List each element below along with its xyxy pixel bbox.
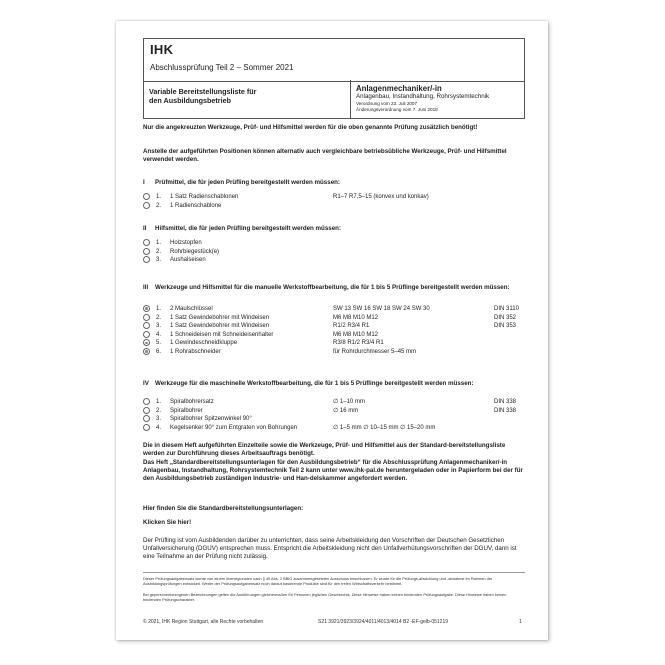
checkbox[interactable] [143, 424, 150, 431]
checkbox[interactable] [143, 193, 150, 200]
list-item [143, 248, 525, 256]
item-number: 1. [156, 399, 162, 405]
list-item [143, 305, 525, 313]
list-item [143, 239, 525, 247]
item-label: 1 Rohrabschneider [170, 349, 221, 355]
list-item [143, 193, 525, 201]
item-label: Spiralbohrersatz [170, 399, 214, 405]
checkbox[interactable] [143, 398, 150, 405]
item-spec: M6 M8 M10 M12 [333, 331, 379, 338]
section-number: I [143, 179, 145, 186]
intro-note-1: Nur die angekreuzten Werkzeuge, Prüf- und Hilfsmittel werden für die oben genannte Prüfung zusätzlich benötigt! [143, 124, 478, 131]
item-label: Rohrbiegestück(e) [170, 248, 220, 255]
checkbox[interactable] [143, 314, 150, 321]
profession-block [356, 84, 521, 113]
section-number: II [143, 225, 147, 232]
footer-copyright: © 2021, IHK Region Stuttgart, alle Rechte vorbehalten [143, 619, 264, 625]
list-item [143, 415, 525, 423]
item-number: 4. [156, 331, 162, 338]
item-spec: für Rohrdurchmesser 5–45 mm [333, 349, 417, 355]
header-subbox [143, 80, 525, 119]
item-label: 1 Schneideisen mit Schneideisenhalter [170, 331, 274, 338]
list-item [143, 256, 525, 264]
item-number: 2. [156, 202, 162, 209]
item-number: 5. [156, 340, 162, 347]
item-number: 1. [156, 194, 162, 200]
item-number: 2. [156, 248, 162, 255]
checkbox[interactable] [143, 348, 150, 355]
checkbox[interactable] [143, 407, 150, 414]
ihk-logo: IHK [150, 42, 174, 57]
checkbox[interactable] [143, 415, 150, 422]
item-din: DIN 338 [494, 407, 517, 414]
download-link[interactable]: Klicken Sie hier! [143, 519, 192, 526]
header-box [143, 38, 525, 82]
item-label: 1 Radienschablone [170, 202, 222, 209]
item-number: 2. [156, 314, 162, 321]
item-number: 1. [156, 306, 162, 312]
item-label: 1 Gewindeschneidkluppe [170, 340, 238, 347]
regulation-date: Verordnung vom 23. Juli 2007 [356, 100, 418, 106]
checkbox[interactable] [143, 331, 150, 338]
profession-specialties: Anlagenbau, Instandhaltung, Rohrsystemtechnik [356, 93, 490, 100]
list-item [143, 331, 525, 339]
item-din: DIN 3110 [494, 306, 519, 312]
document-title: Variable Bereitstellungsliste für den Ausbildungsbetrieb [149, 87, 257, 105]
download-intro: Hier finden Sie die Standardbereitstellungsunterlagen: [143, 505, 304, 512]
item-spec: R1–7 R7,5–15 (konvex und konkav) [333, 194, 429, 200]
item-spec: M6 M8 M10 M12 [333, 314, 379, 321]
checkbox[interactable] [143, 305, 150, 312]
item-label: Kegelsenker 90° zum Entgraten von Bohrungen [170, 424, 298, 431]
list-item [143, 322, 525, 330]
section-number: IV [143, 380, 149, 387]
info-paragraph-2: Das Heft „Standardbereitstellungsunterlagen für den Ausbildungsbetrieb“ für die Abschlussprüfung Anlagenmechaniker/-in Anlagenbau, Instandhaltung, Rohrsystemtechnik Teil 2 kann unter www.ihk-pal.de heruntergeladen oder in Papierform bei der für den Ausbildungsbetrieb zuständigen Industrie- und Han-delskammer angefordert werden. [143, 459, 523, 483]
fineprint-committee: Dieser Prüfungsaufgabensatz wurde von einem überregionalen nach § 40 Abs. 2 BBiG zusammengesetzten Ausschuss beschlossen. Er wurde für die Prüfungs-abwicklung und -abnahme im Rahmen der Ausbildungsprüfungen entwickelt. Weder der Prüfungsaufgabensatz noch darauf basierende Produkte sind für den freien Wirtschaftsverkehr bestimmt. [143, 576, 493, 586]
list-item [143, 407, 525, 415]
item-number: 4. [156, 424, 162, 431]
item-number: 2. [156, 407, 162, 414]
checkbox[interactable] [143, 339, 150, 346]
item-number: 3. [156, 323, 162, 330]
list-item [143, 314, 525, 322]
fineprint-gender: Bei gepersonenbezogenen Bezeichnungen gelten die Ausführungen gleichermaßen für Personen jeglichen Geschlechts. Diese Hinweise haben keinen bindenden Prüfungsaufgabe. Diese Hinweise haben keinen bindenden Prüfungscharakter. [143, 592, 507, 602]
section-title: Werkzeuge und Hilfsmittel für die manuelle Werkstoffbearbeitung, die für 1 bis 5 Prüflinge bereitgestellt werden müssen: [155, 284, 510, 291]
checkbox[interactable] [143, 239, 150, 246]
item-spec: ∅ 16 mm [333, 407, 359, 414]
item-din: DIN 353 [494, 323, 517, 330]
item-spec: ∅ 1–5 mm ∅ 10–15 mm ∅ 15–20 mm [333, 424, 436, 431]
list-item [143, 339, 525, 347]
intro-note-2: Anstelle der aufgeführten Positionen können alternativ auch vergleichbare betriebsübliche Werkzeuge, Prüf- und Hilfsmittel verwendet werden. [143, 148, 507, 164]
checkbox[interactable] [143, 322, 150, 329]
item-label: Holzstopfen [170, 240, 202, 246]
item-label: Aushalseisen [170, 257, 206, 264]
item-din: DIN 338 [494, 399, 517, 405]
item-spec: R3/8 R1/2 R3/4 R1 [333, 340, 384, 347]
section-number: III [143, 284, 149, 291]
section-title: Prüfmittel, die für jeden Prüfling bereitgestellt werden müssen: [155, 179, 340, 186]
item-number: 3. [156, 416, 162, 423]
footer-code: S21 3921/3923/3924/4011/4013/4014 B2 -EF-gelb-051219 [318, 619, 449, 625]
item-label: 1 Satz Radienschablonen [170, 194, 239, 200]
item-label: 1 Satz Gewindebohrer mit Windeisen [170, 323, 270, 330]
item-din: DIN 352 [494, 314, 517, 321]
item-label: 1 Satz Gewindebohrer mit Windeisen [170, 314, 270, 321]
item-number: 1. [156, 240, 162, 246]
item-spec: R1/2 R3/4 R1 [333, 323, 370, 330]
item-label: Spiralbohrer Spitzenwinkel 90° [170, 416, 252, 423]
exam-title: Abschlussprüfung Teil 2 – Sommer 2021 [150, 63, 294, 72]
profession-title: Anlagenmechaniker/-in [356, 84, 442, 93]
footer-divider [143, 572, 525, 573]
info-paragraph-1: Die in diesem Heft aufgeführten Einzelteile sowie die Werkzeuge, Prüf- und Hilfsmittel aus der Standard-bereitstellungsliste werden zur Durchführung dieses Arbeitsauftrags benötigt. [143, 442, 506, 458]
list-item [143, 424, 525, 432]
checkbox[interactable] [143, 248, 150, 255]
item-spec: SW 13 SW 16 SW 18 SW 24 SW 30 [333, 306, 430, 312]
checkbox[interactable] [143, 202, 150, 209]
list-item [143, 398, 525, 406]
amendment-date: Änderungsverordnung vom 7. Juni 2018 [356, 106, 438, 112]
safety-notice: Der Prüfling ist vom Ausbildenden darüber zu unterrichten, dass seine Arbeitskleidung den Vorschriften der Deutschen Gesetzlichen Unfallversicherung (DGUV) entsprechen muss. Entspricht die Arbeitskleidung nicht den Unfallverhütungsvorschriften der DGUV, dann ist eine Teilnahme an der Prüfung nicht zulässig. [143, 537, 517, 561]
item-label: Spiralbohrer [170, 407, 203, 414]
item-number: 6. [156, 349, 162, 355]
item-number: 3. [156, 257, 162, 264]
list-item [143, 348, 525, 356]
section-title: Hilfsmittel, die für jeden Prüfling bereitgestellt werden müssen: [155, 225, 342, 232]
list-item [143, 202, 525, 210]
header-divider [350, 80, 351, 118]
section-title: Werkzeuge für die maschinelle Werkstoffbearbeitung, die für 1 bis 5 Prüflinge bereitgestellt werden müssen: [155, 380, 474, 387]
item-spec: ∅ 1–10 mm [333, 399, 365, 405]
footer-page-number: 1 [519, 619, 522, 625]
checkbox[interactable] [143, 256, 150, 263]
item-label: 2 Maulschlüssel [170, 306, 213, 312]
